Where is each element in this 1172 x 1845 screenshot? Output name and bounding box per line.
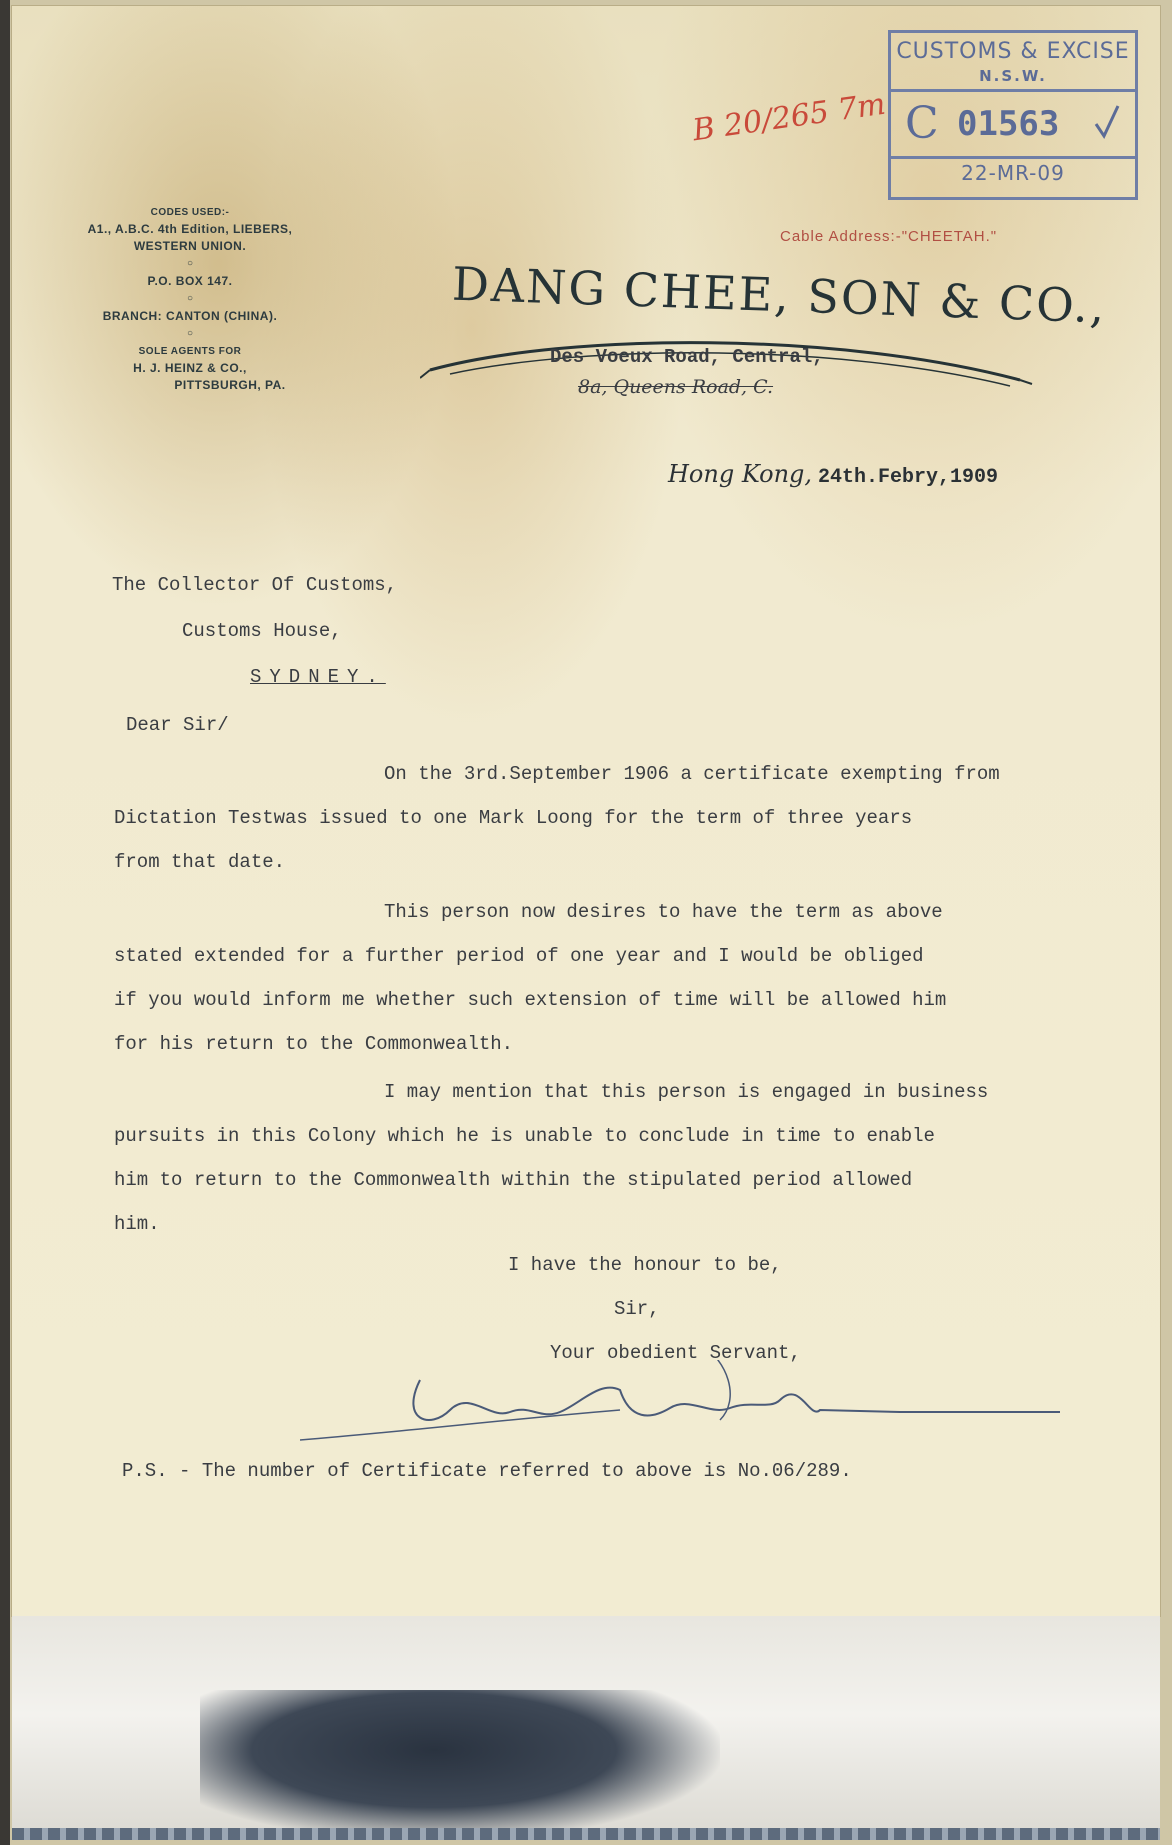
po-box: P.O. BOX 147. [147, 274, 233, 288]
text-line: for his return to the Commonwealth. [114, 1033, 514, 1055]
customs-stamp [888, 30, 1138, 200]
addressee-line-2: Customs House, [182, 620, 342, 642]
signature [300, 1360, 1070, 1450]
address-line-1: Des Voeux Road, Central, [550, 346, 824, 368]
sole-agents-label: SOLE AGENTS FOR [138, 346, 242, 357]
codes-line: WESTERN UNION. [133, 239, 247, 253]
text-line: pursuits in this Colony which he is unable to conclude in time to enable [114, 1125, 935, 1147]
agent-name: H. J. HEINZ & CO., [133, 361, 247, 375]
stamp-title: CUSTOMS & EXCISE [896, 39, 1130, 64]
paragraph-3 [114, 1070, 1124, 1246]
paragraph-1 [114, 752, 1124, 884]
closing-sir: Sir, [614, 1298, 660, 1320]
text-line: On the 3rd.September 1906 a certificate exempting from [384, 763, 1000, 785]
handwritten-reference: B 20/265 7m [690, 86, 888, 149]
letter-date: 24th.Febry,1909 [818, 466, 999, 489]
text-line: Dictation Testwas issued to one Mark Loong for the term of three years [114, 807, 913, 829]
addressee-line-1: The Collector Of Customs, [112, 574, 398, 596]
place: Hong Kong, [668, 460, 813, 488]
text-line: if you would inform me whether such extension of time will be allowed him [114, 989, 947, 1011]
address-line-2: 8a, Queens Road, C. [578, 376, 774, 398]
paragraph-2 [114, 890, 1124, 1066]
separator-icon: ○ [186, 328, 194, 339]
agent-location: PITTSBURGH, PA. [174, 378, 286, 392]
dateline [668, 460, 998, 489]
cable-address: Cable Address:-"CHEETAH." [780, 228, 998, 245]
codes-heading: CODES USED:- [150, 207, 230, 218]
branch: BRANCH: CANTON (CHINA). [102, 309, 278, 323]
separator-icon: ○ [186, 258, 194, 269]
closing-line: I have the honour to be, [508, 1254, 782, 1276]
text-line: stated extended for a further period of one year and I would be obliged [114, 945, 924, 967]
stamp-number-box [891, 89, 1135, 159]
text-line: him. [114, 1213, 160, 1235]
postscript: P.S. - The number of Certificate referred to above is No.06/289. [122, 1460, 852, 1482]
text-line: from that date. [114, 851, 286, 873]
stamp-number: 01563 [957, 104, 1060, 144]
stamp-date: 22-MR-09 [961, 161, 1065, 185]
salutation: Dear Sir/ [126, 714, 229, 736]
separator-icon: ○ [186, 293, 194, 304]
stamp-subtitle: N.S.W. [979, 67, 1047, 85]
addressee-city: SYDNEY. [250, 666, 386, 688]
bottom-edge-strip [12, 1828, 1160, 1840]
codes-line: A1., A.B.C. 4th Edition, LIEBERS, [87, 222, 293, 236]
text-line: him to return to the Commonwealth within the stipulated period allowed [114, 1169, 913, 1191]
stamp-letter: C [905, 98, 939, 149]
closing-servant: Your obedient Servant, [550, 1342, 801, 1364]
codes-block [60, 204, 320, 394]
text-line: This person now desires to have the term as above [384, 901, 943, 923]
check-icon [1093, 102, 1121, 142]
dark-stain [200, 1690, 720, 1840]
firm-name: DANG CHEE, SON & CO., [451, 256, 1108, 334]
text-line: I may mention that this person is engaged in business [384, 1081, 989, 1103]
